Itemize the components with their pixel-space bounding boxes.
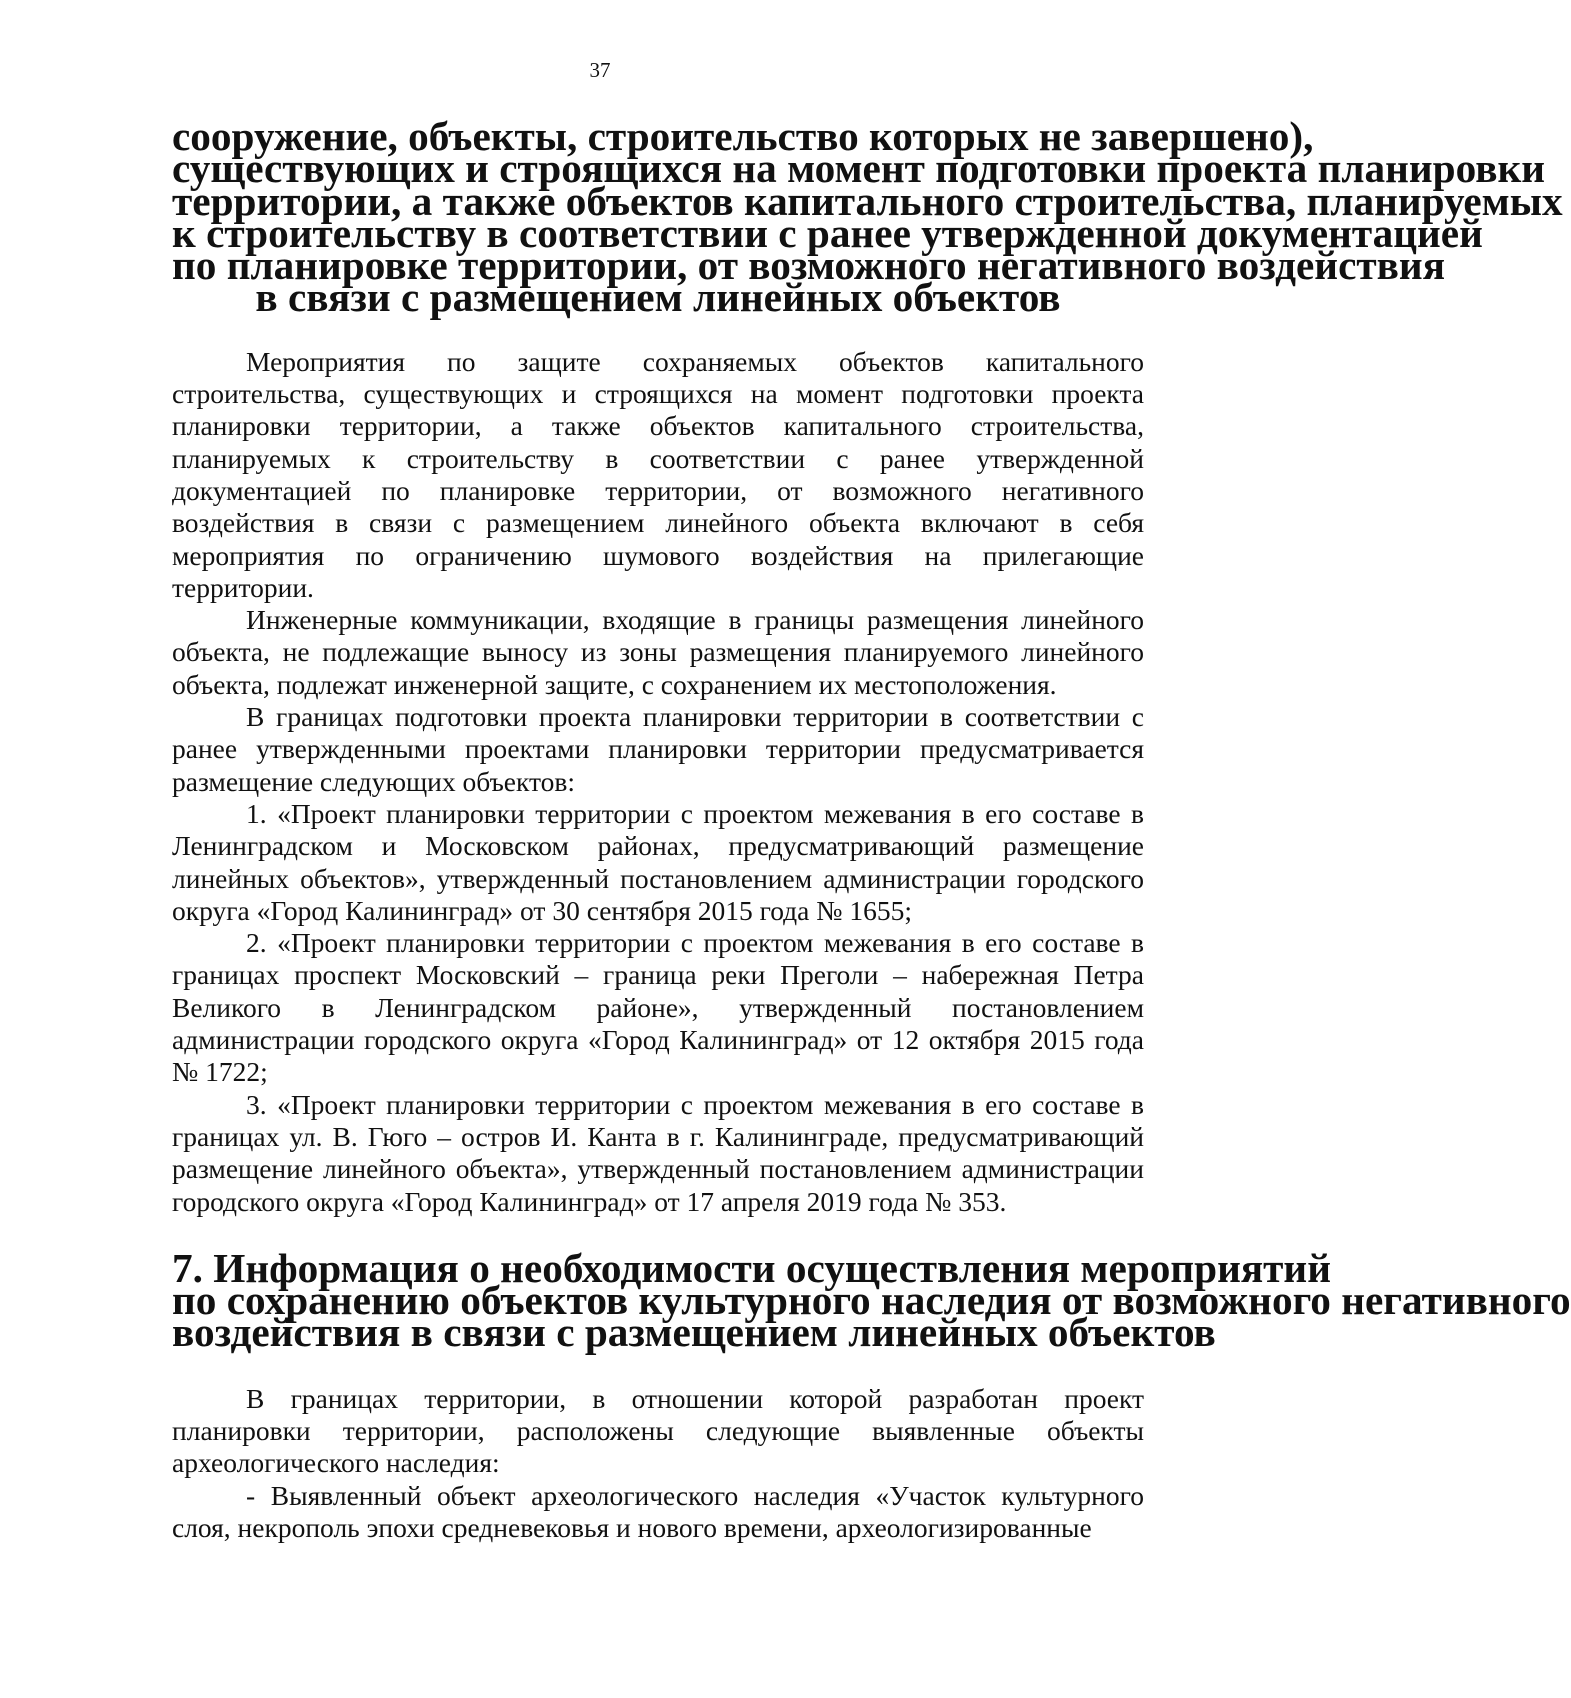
heading-line: существующих и строящихся на момент подготовки проекта планировки [172, 145, 1546, 192]
list-item-heritage-object: - Выявленный объект археологического наследия «Участок культурного слоя, некрополь эпохи средневековья и нового времени, археологизированные [172, 1479, 1144, 1543]
heading-line: территории, а также объектов капитального строительства, планируемых [172, 177, 1563, 224]
section-heading-continuation [172, 113, 1563, 321]
heading-line: к строительству в соответствии с ранее утвержденной документацией [172, 209, 1483, 256]
heading-line: в связи с размещением линейных объектов [255, 274, 1061, 321]
list-item-project-1: 1. «Проект планировки территории с проектом межевания в его составе в Ленинградском и Московском районах, предусматривающий размещение линейных объектов», утвержденный постановлением администрации городского округа «Город Калининград» от 30 сентября 2015 года № 1655; [172, 797, 1144, 926]
heading-line: воздействия в связи с размещением линейных объектов [172, 1309, 1216, 1356]
paragraph-archaeological-heritage: В границах территории, в отношении которой разработан проект планировки территории, расположены следующие выявленные объекты археологического наследия: [172, 1382, 1144, 1479]
section-7-heading [172, 1244, 1571, 1356]
paragraph-engineering-networks: Инженерные коммуникации, входящие в границы размещения линейного объекта, не подлежащие выносу из зоны размещения планируемого линейного объекта, подлежат инженерной защите, с сохранением их местоположения. [172, 604, 1144, 700]
heading-line: по сохранению объектов культурного наследия от возможного негативного [172, 1277, 1571, 1324]
document-body [172, 113, 1571, 1544]
page-number: 37 [589, 58, 611, 82]
heading-line: 7. Информация о необходимости осуществления мероприятий [172, 1244, 1331, 1291]
paragraph-approved-projects-intro: В границах подготовки проекта планировки территории в соответствии с ранее утвержденными проектами планировки территории предусматривается размещение следующих объектов: [172, 701, 1144, 797]
heading-line: сооружение, объекты, строительство которых не завершено), [172, 113, 1314, 159]
paragraph-protection-measures: Мероприятия по защите сохраняемых объектов капитального строительства, существующих и строящихся на момент подготовки проекта планировки территории, а также объектов капитального строительства, планируемых к строительству в соответствии с ранее утвержденной документацией по планировке территории, от возможного негативного воздействия в связи с размещением линейного объекта включают в себя мероприятия по ограничению шумового воздействия на прилегающие территории. [172, 345, 1144, 603]
heading-line: по планировке территории, от возможного негативного воздействия [172, 242, 1446, 289]
list-item-project-2: 2. «Проект планировки территории с проектом межевания в его составе в границах проспект Московский – граница реки Преголи – набережная Петра Великого в Ленинградском районе», утвержденный постановлением администрации городского округа «Город Калининград» от 12 октября 2015 года № 1722; [172, 927, 1144, 1088]
list-item-project-3: 3. «Проект планировки территории с проектом межевания в его составе в границах ул. В. Гюго – остров И. Канта в г. Калининграде, предусматривающий размещение линейного объекта», утвержденный постановлением администрации городского округа «Город Калининград» от 17 апреля 2019 года № 353. [172, 1088, 1144, 1217]
